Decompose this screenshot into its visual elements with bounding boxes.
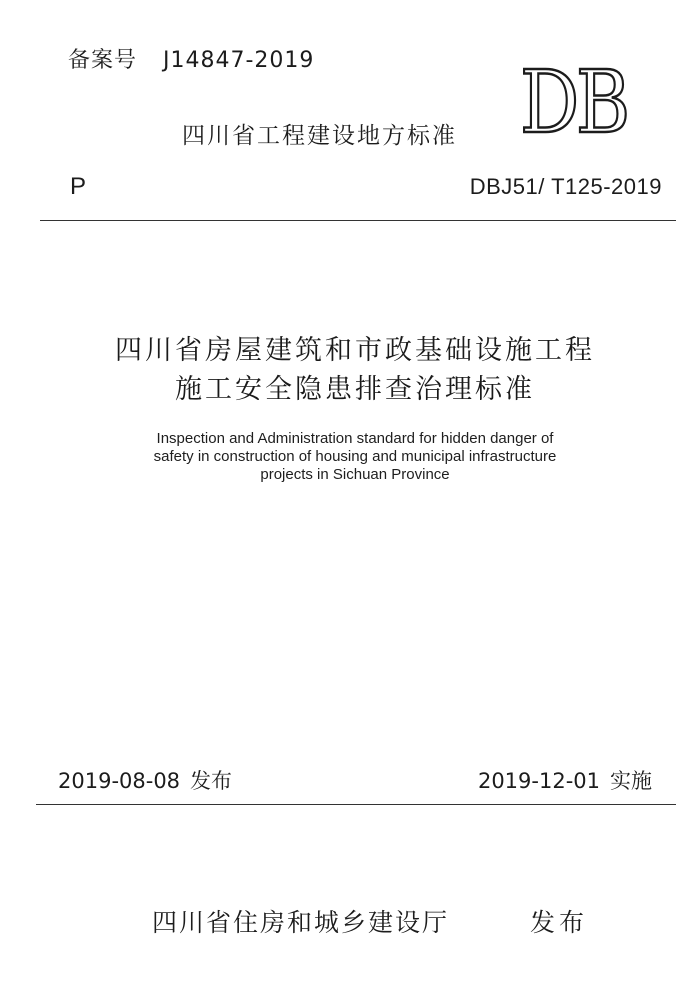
- db-logo: DB: [520, 53, 627, 153]
- bottom-divider: [36, 804, 676, 805]
- implementation-label: 实施: [610, 769, 652, 793]
- category-code: P: [70, 173, 87, 200]
- publisher-name: 四川省住房和城乡建设厅: [152, 908, 450, 937]
- english-title-line-1: Inspection and Administration standard for hidden danger of: [156, 430, 554, 447]
- chinese-title-line-2: 施工安全隐患排查治理标准: [175, 374, 535, 405]
- english-title-line-2: safety in construction of housing and municipal infrastructure: [153, 448, 557, 465]
- chinese-title-line-1: 四川省房屋建筑和市政基础设施工程: [115, 335, 595, 366]
- implementation-date: 2019-12-01: [477, 769, 600, 793]
- standard-type-heading: 四川省工程建设地方标准: [182, 123, 457, 149]
- top-divider: [40, 220, 676, 221]
- publish-label: 发布: [530, 908, 589, 937]
- issue-label: 发布: [190, 769, 233, 793]
- implementation-date-line: [478, 765, 652, 795]
- english-title-line-3: projects in Sichuan Province: [260, 466, 450, 483]
- english-title: [0, 430, 700, 484]
- record-number: J14847-2019: [163, 48, 315, 73]
- standard-number: DBJ51/ T125-2019: [469, 174, 662, 199]
- issue-date-line: [58, 765, 232, 795]
- issue-date: 2019-08-08: [58, 769, 181, 793]
- record-label: 备案号: [68, 48, 138, 73]
- record-number-line: [68, 43, 314, 74]
